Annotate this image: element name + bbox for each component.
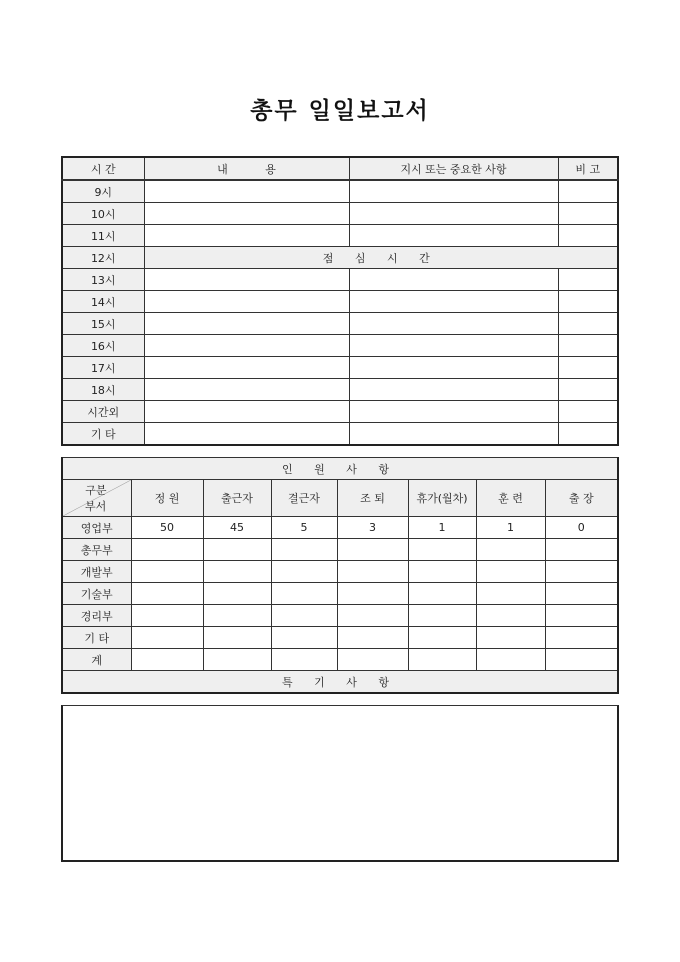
value-cell[interactable] — [545, 627, 618, 649]
value-cell[interactable]: 3 — [337, 517, 408, 539]
lunch-row — [62, 247, 618, 269]
time-label: 17시 — [62, 357, 144, 379]
schedule-row — [62, 379, 618, 401]
total-row — [62, 649, 618, 671]
time-label: 11시 — [62, 225, 144, 247]
value-cell[interactable] — [545, 539, 618, 561]
remarks-cell[interactable] — [558, 357, 618, 379]
instructions-cell[interactable] — [349, 225, 558, 247]
value-cell[interactable] — [271, 539, 337, 561]
column-header: 조 퇴 — [337, 480, 408, 517]
value-cell[interactable] — [476, 605, 545, 627]
instructions-cell[interactable] — [349, 180, 558, 203]
remarks-cell[interactable] — [558, 291, 618, 313]
content-cell[interactable] — [144, 225, 349, 247]
content-cell[interactable] — [144, 203, 349, 225]
value-cell[interactable] — [545, 561, 618, 583]
value-cell[interactable] — [203, 649, 271, 671]
value-cell[interactable] — [131, 583, 203, 605]
value-cell[interactable] — [271, 649, 337, 671]
content-cell[interactable] — [144, 269, 349, 291]
time-label: 10시 — [62, 203, 144, 225]
time-label: 15시 — [62, 313, 144, 335]
time-label: 13시 — [62, 269, 144, 291]
corner-cell — [62, 480, 131, 517]
value-cell[interactable] — [476, 649, 545, 671]
schedule-row — [62, 335, 618, 357]
value-cell[interactable] — [271, 561, 337, 583]
page-title: 총무 일일보고서 — [250, 98, 430, 124]
column-header: 휴가(월차) — [408, 480, 476, 517]
value-cell[interactable] — [408, 627, 476, 649]
value-cell[interactable] — [337, 605, 408, 627]
department-label: 총무부 — [62, 539, 131, 561]
schedule-row — [62, 203, 618, 225]
content-cell[interactable] — [144, 379, 349, 401]
value-cell[interactable] — [271, 583, 337, 605]
department-row — [62, 627, 618, 649]
column-header: 정 원 — [131, 480, 203, 517]
instructions-cell[interactable] — [349, 357, 558, 379]
instructions-cell[interactable] — [349, 335, 558, 357]
value-cell[interactable] — [131, 539, 203, 561]
content-cell[interactable] — [144, 357, 349, 379]
value-cell[interactable] — [337, 583, 408, 605]
instructions-cell[interactable] — [349, 269, 558, 291]
remarks-cell[interactable] — [558, 269, 618, 291]
content-cell[interactable] — [144, 401, 349, 423]
remarks-cell[interactable] — [558, 180, 618, 203]
time-label: 18시 — [62, 379, 144, 401]
time-label: 9시 — [62, 180, 144, 203]
remarks-header: 비 고 — [558, 157, 618, 180]
value-cell[interactable] — [545, 649, 618, 671]
department-label: 경리부 — [62, 605, 131, 627]
value-cell[interactable] — [476, 539, 545, 561]
content-cell[interactable] — [144, 291, 349, 313]
instructions-cell[interactable] — [349, 379, 558, 401]
column-header: 결근자 — [271, 480, 337, 517]
column-header: 출 장 — [545, 480, 618, 517]
value-cell[interactable] — [337, 627, 408, 649]
value-cell[interactable] — [203, 561, 271, 583]
schedule-row — [62, 423, 618, 446]
schedule-row — [62, 225, 618, 247]
value-cell[interactable]: 0 — [545, 517, 618, 539]
value-cell[interactable] — [131, 605, 203, 627]
value-cell[interactable]: 45 — [203, 517, 271, 539]
content-cell[interactable] — [144, 335, 349, 357]
value-cell[interactable] — [203, 605, 271, 627]
notes-title: 특 기 사 항 — [62, 671, 618, 694]
value-cell[interactable] — [131, 561, 203, 583]
instructions-cell[interactable] — [349, 313, 558, 335]
staff-table — [61, 457, 619, 694]
value-cell[interactable] — [203, 627, 271, 649]
instructions-cell[interactable] — [349, 423, 558, 446]
value-cell[interactable] — [271, 627, 337, 649]
value-cell[interactable] — [271, 605, 337, 627]
value-cell[interactable] — [408, 649, 476, 671]
value-cell[interactable] — [337, 561, 408, 583]
instructions-cell[interactable] — [349, 291, 558, 313]
value-cell[interactable] — [408, 605, 476, 627]
time-label: 14시 — [62, 291, 144, 313]
value-cell[interactable] — [476, 561, 545, 583]
time-label: 12시 — [62, 247, 144, 269]
schedule-row — [62, 313, 618, 335]
time-label: 16시 — [62, 335, 144, 357]
department-row — [62, 539, 618, 561]
value-cell[interactable] — [476, 583, 545, 605]
notes-header-row — [62, 671, 618, 694]
value-cell[interactable] — [545, 605, 618, 627]
department-label: 기 타 — [62, 627, 131, 649]
value-cell[interactable] — [408, 561, 476, 583]
remarks-cell[interactable] — [558, 423, 618, 446]
value-cell[interactable] — [545, 583, 618, 605]
remarks-cell[interactable] — [558, 379, 618, 401]
remarks-cell[interactable] — [558, 401, 618, 423]
instructions-cell[interactable] — [349, 203, 558, 225]
time-label: 기 타 — [62, 423, 144, 446]
notes-area[interactable] — [61, 705, 619, 862]
value-cell[interactable] — [131, 649, 203, 671]
remarks-cell[interactable] — [558, 313, 618, 335]
content-cell[interactable] — [144, 313, 349, 335]
department-label: 계 — [62, 649, 131, 671]
department-label: 기술부 — [62, 583, 131, 605]
department-row — [62, 605, 618, 627]
lunch-label: 점 심 시 간 — [144, 247, 618, 269]
value-cell[interactable]: 1 — [476, 517, 545, 539]
schedule-header-row — [62, 157, 618, 180]
instructions-cell[interactable] — [349, 401, 558, 423]
staff-header-row — [62, 480, 618, 517]
value-cell[interactable]: 5 — [271, 517, 337, 539]
value-cell[interactable]: 50 — [131, 517, 203, 539]
remarks-cell[interactable] — [558, 335, 618, 357]
time-label: 시간외 — [62, 401, 144, 423]
schedule-row — [62, 269, 618, 291]
schedule-table — [61, 156, 619, 446]
corner-top-label: 구분 — [85, 484, 107, 497]
content-cell[interactable] — [144, 180, 349, 203]
value-cell[interactable] — [337, 649, 408, 671]
remarks-cell[interactable] — [558, 203, 618, 225]
value-cell[interactable] — [203, 539, 271, 561]
schedule-row — [62, 180, 618, 203]
time-header: 시 간 — [62, 157, 144, 180]
content-header: 내 용 — [144, 157, 349, 180]
value-cell[interactable] — [131, 627, 203, 649]
department-label: 영업부 — [62, 517, 131, 539]
value-cell[interactable] — [408, 583, 476, 605]
corner-bottom-label: 부서 — [85, 500, 107, 513]
content-cell[interactable] — [144, 423, 349, 446]
value-cell[interactable] — [203, 583, 271, 605]
department-row — [62, 517, 618, 539]
schedule-row — [62, 357, 618, 379]
value-cell[interactable] — [476, 627, 545, 649]
schedule-row — [62, 401, 618, 423]
column-header: 훈 련 — [476, 480, 545, 517]
value-cell[interactable] — [408, 539, 476, 561]
staff-section-title: 인 원 사 항 — [62, 458, 618, 480]
department-label: 개발부 — [62, 561, 131, 583]
staff-section-row — [62, 458, 618, 480]
value-cell[interactable] — [337, 539, 408, 561]
column-header: 출근자 — [203, 480, 271, 517]
department-row — [62, 583, 618, 605]
value-cell[interactable]: 1 — [408, 517, 476, 539]
schedule-row — [62, 291, 618, 313]
department-row — [62, 561, 618, 583]
instructions-header: 지시 또는 중요한 사항 — [349, 157, 558, 180]
remarks-cell[interactable] — [558, 225, 618, 247]
